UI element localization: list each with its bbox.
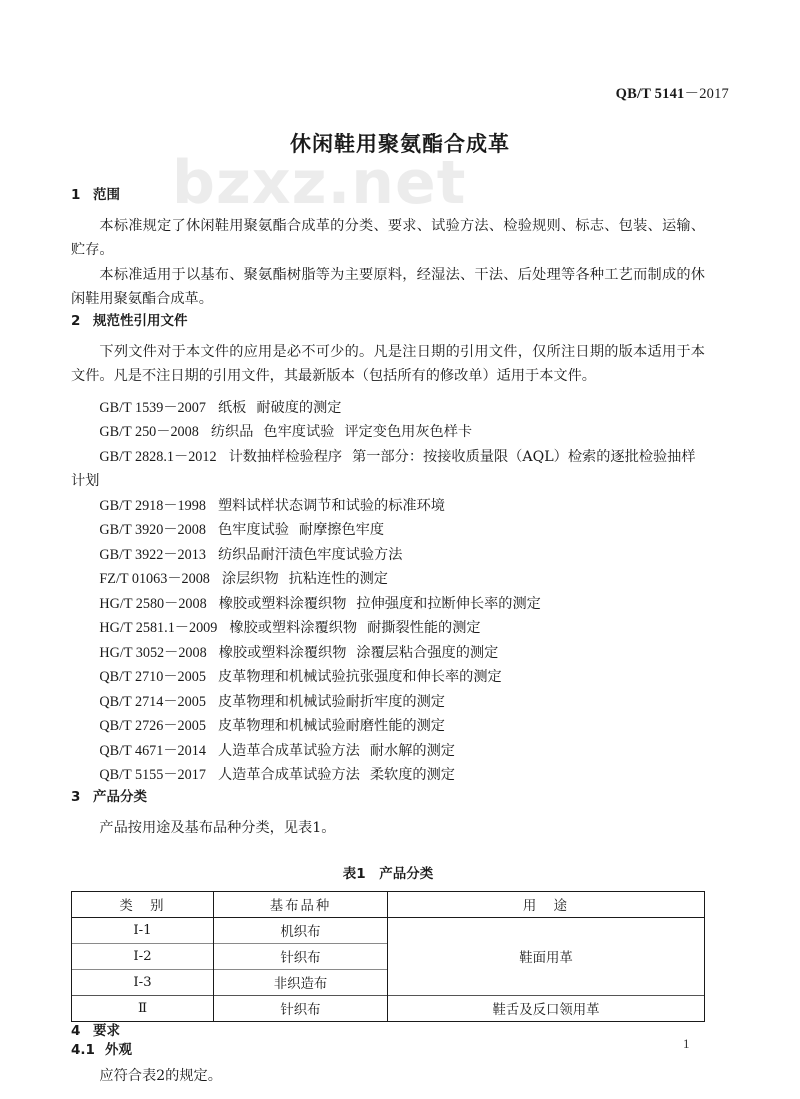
reference-code: FZ/T 01063－2008 xyxy=(99,571,210,588)
page-title: 休闲鞋用聚氨酯合成革 xyxy=(290,132,510,156)
cell-fabric: 机织布 xyxy=(214,918,388,944)
document-body xyxy=(71,186,705,1088)
reference-subtitle: 耐撕裂性能的测定 xyxy=(367,620,481,637)
section-title-2: 规范性引用文件 xyxy=(93,312,188,329)
table-body xyxy=(72,918,705,1022)
reference-code: QB/T 5155－2017 xyxy=(99,767,206,784)
cell-use: 鞋舌及反口领用革 xyxy=(388,996,705,1022)
reference-title: 人造革合成革试验方法 xyxy=(217,742,360,759)
section-1-paragraph-1: 本标准规定了休闲鞋用聚氨酯合成革的分类、要求、试验方法、检验规则、标志、包装、运输、贮存。 xyxy=(71,217,705,259)
section-title-4-1: 外观 xyxy=(105,1042,132,1059)
reference-code: GB/T 2828.1－2012 xyxy=(99,448,217,465)
section-2-paragraph-1: 下列文件对于本文件的应用是必不可少的。凡是注日期的引用文件，仅所注日期的版本适用于本文件。凡是不注日期的引用文件，其最新版本（包括所有的修改单）适用于本文件。 xyxy=(71,343,705,385)
normative-reference-list xyxy=(71,396,705,788)
section-heading-4 xyxy=(71,1022,705,1041)
standard-year: 2017 xyxy=(699,86,729,102)
reference-code: GB/T 2918－1998 xyxy=(99,497,206,514)
reference-code: GB/T 250－2008 xyxy=(99,424,199,441)
section-number-4-1: 4.1 xyxy=(71,1042,95,1059)
reference-item xyxy=(71,739,705,764)
cell-category: Ⅰ-2 xyxy=(72,944,214,970)
table-header xyxy=(72,892,705,918)
reference-subtitle: 色牢度试验 xyxy=(263,424,335,441)
reference-title: 纺织品耐汗渍色牢度试验方法 xyxy=(217,546,403,563)
reference-code: GB/T 1539－2007 xyxy=(99,399,206,416)
reference-title: 色牢度试验 xyxy=(217,522,289,539)
reference-code: QB/T 4671－2014 xyxy=(99,742,206,759)
reference-title: 橡胶或塑料涂覆织物 xyxy=(218,644,347,661)
column-header-use: 用 途 xyxy=(388,892,705,918)
table-1-caption: 表1 产品分类 xyxy=(342,866,434,883)
reference-code: QB/T 2710－2005 xyxy=(99,669,206,686)
section-title-1: 范围 xyxy=(93,187,120,203)
reference-code: HG/T 3052－2008 xyxy=(99,644,207,661)
reference-item xyxy=(71,543,705,568)
reference-subtitle: 涂覆层粘合强度的测定 xyxy=(356,644,499,661)
reference-title: 纺织品 xyxy=(210,424,254,441)
reference-item xyxy=(71,396,705,421)
page-number: 1 xyxy=(683,1036,690,1051)
section-heading-4-1 xyxy=(71,1041,705,1060)
reference-subtitle: 耐破度的测定 xyxy=(256,399,342,416)
reference-title: 皮革物理和机械试验抗张强度和伸长率的测定 xyxy=(217,669,502,686)
reference-title: 涂层织物 xyxy=(221,571,279,588)
reference-subtitle: 柔软度的测定 xyxy=(369,767,455,784)
section-number-4: 4 xyxy=(71,1023,81,1040)
reference-item xyxy=(71,690,705,715)
cell-category: Ⅰ-3 xyxy=(72,970,214,996)
table-header-row xyxy=(72,892,705,918)
watermark-bzxz: bzxz.net xyxy=(172,148,467,218)
reference-title: 计数抽样检验程序 xyxy=(228,448,343,465)
column-header-category: 类 别 xyxy=(72,892,214,918)
cell-category: Ⅱ xyxy=(72,996,214,1022)
reference-item xyxy=(71,665,705,690)
reference-item xyxy=(71,641,705,666)
reference-item xyxy=(71,763,705,788)
section-heading-1 xyxy=(71,186,705,205)
standard-code: QB/T 5141 xyxy=(615,86,685,102)
reference-code: HG/T 2580－2008 xyxy=(99,595,207,612)
section-heading-3 xyxy=(71,788,705,807)
cell-category: Ⅰ-1 xyxy=(72,918,214,944)
reference-subtitle: 耐水解的测定 xyxy=(369,742,455,759)
reference-item xyxy=(71,592,705,617)
cell-use: 鞋面用革 xyxy=(388,918,705,996)
reference-code: QB/T 2714－2005 xyxy=(99,693,206,710)
section-3-paragraph-1: 产品按用途及基布品种分类，见表1。 xyxy=(99,819,336,836)
section-number-2: 2 xyxy=(71,312,81,329)
reference-subtitle: 抗粘连性的测定 xyxy=(288,571,388,588)
reference-title: 橡胶或塑料涂覆织物 xyxy=(218,595,347,612)
reference-title: 塑料试样状态调节和试验的标准环境 xyxy=(217,497,445,514)
reference-item xyxy=(71,567,705,592)
reference-code: HG/T 2581.1－2009 xyxy=(99,620,218,637)
section-4-1-paragraph-1: 应符合表2的规定。 xyxy=(99,1067,222,1084)
standard-number-header xyxy=(616,82,729,103)
reference-item xyxy=(71,616,705,641)
reference-title: 人造革合成革试验方法 xyxy=(217,767,360,784)
cell-fabric: 非织造布 xyxy=(214,970,388,996)
cell-fabric: 针织布 xyxy=(214,996,388,1022)
reference-subtitle: 第一部分：按接收质量限（AQL）检索的逐批检验抽样计划 xyxy=(71,448,696,490)
reference-item xyxy=(71,420,705,445)
table-row xyxy=(72,996,705,1022)
reference-code: QB/T 2726－2005 xyxy=(99,718,206,735)
reference-item xyxy=(71,518,705,543)
reference-title: 皮革物理和机械试验耐磨性能的测定 xyxy=(217,718,445,735)
table-row xyxy=(72,918,705,944)
section-heading-2 xyxy=(71,312,705,331)
reference-extra: 评定变色用灰色样卡 xyxy=(344,424,473,441)
section-title-4: 要求 xyxy=(93,1023,120,1040)
reference-item xyxy=(71,445,705,494)
section-number-3: 3 xyxy=(71,788,81,805)
reference-code: GB/T 3920－2008 xyxy=(99,522,206,539)
reference-title: 纸板 xyxy=(217,399,247,416)
reference-title: 皮革物理和机械试验耐折牢度的测定 xyxy=(217,693,445,710)
section-1-paragraph-2: 本标准适用于以基布、聚氨酯树脂等为主要原料，经湿法、干法、后处理等各种工艺而制成的休闲鞋用聚氨酯合成革。 xyxy=(71,266,705,308)
section-number-1: 1 xyxy=(71,187,81,203)
reference-title: 橡胶或塑料涂覆织物 xyxy=(229,620,358,637)
reference-subtitle: 拉伸强度和拉断伸长率的测定 xyxy=(356,595,541,612)
reference-item xyxy=(71,714,705,739)
reference-subtitle: 耐摩擦色牢度 xyxy=(298,522,385,539)
product-classification-table xyxy=(71,891,705,1022)
column-header-fabric: 基布品种 xyxy=(214,892,388,918)
cell-fabric: 针织布 xyxy=(214,944,388,970)
standard-dash: － xyxy=(684,86,700,102)
reference-code: GB/T 3922－2013 xyxy=(99,546,206,563)
section-title-3: 产品分类 xyxy=(93,788,147,805)
reference-item xyxy=(71,494,705,519)
